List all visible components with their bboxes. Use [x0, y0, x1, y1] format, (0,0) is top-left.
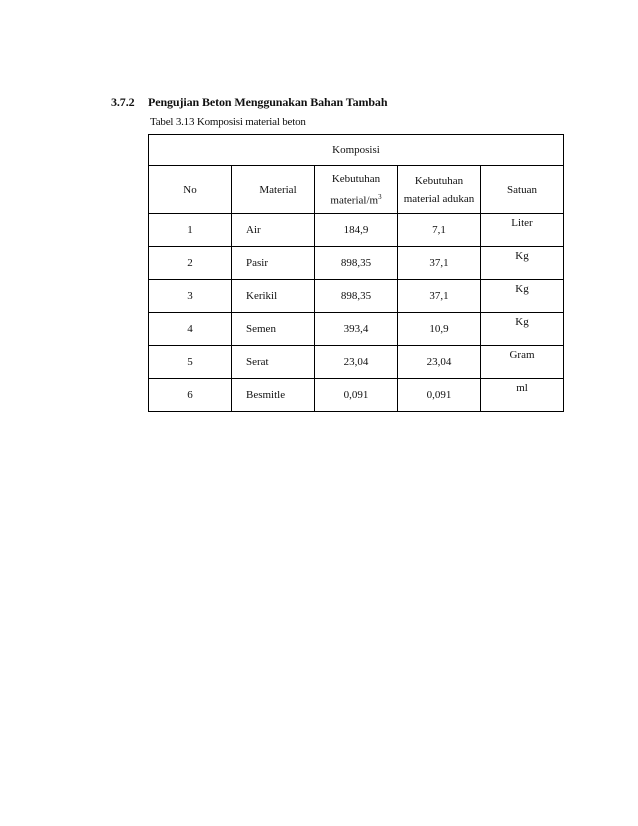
cell-no: 5: [149, 346, 232, 379]
cell-adukan: 37,1: [398, 247, 481, 280]
cell-no: 4: [149, 313, 232, 346]
composition-table: [148, 134, 564, 412]
cell-adukan: 0,091: [398, 379, 481, 412]
cell-no: 2: [149, 247, 232, 280]
cell-material: Pasir: [232, 247, 315, 280]
cell-adukan: 37,1: [398, 280, 481, 313]
cell-material: Kerikil: [232, 280, 315, 313]
cell-material: Semen: [232, 313, 315, 346]
column-header-no: No: [149, 166, 232, 214]
cell-per-m3: 184,9: [315, 214, 398, 247]
table-row: [149, 346, 564, 379]
cell-per-m3: 898,35: [315, 280, 398, 313]
cubic-superscript: 3: [378, 192, 382, 201]
table-row: [149, 379, 564, 412]
cell-adukan: 10,9: [398, 313, 481, 346]
table-row: [149, 247, 564, 280]
table-caption: Tabel 3.13 Komposisi material beton: [150, 116, 306, 128]
cell-satuan: Kg: [481, 313, 564, 346]
cell-material: Air: [232, 214, 315, 247]
cell-per-m3: 898,35: [315, 247, 398, 280]
table-row: [149, 214, 564, 247]
cell-material: Serat: [232, 346, 315, 379]
column-header-material: Material: [232, 166, 315, 214]
cell-no: 1: [149, 214, 232, 247]
column-header-kebutuhan-per-m3-line1: Kebutuhan: [331, 172, 381, 185]
column-header-kebutuhan-per-m3: [315, 166, 398, 214]
column-header-kebutuhan-adukan-line1: Kebutuhan: [414, 174, 464, 187]
cell-satuan: Gram: [481, 346, 564, 379]
cell-no: 3: [149, 280, 232, 313]
cell-satuan: Liter: [481, 214, 564, 247]
cell-material: Besmitle: [232, 379, 315, 412]
table-row: [149, 313, 564, 346]
cell-satuan: ml: [481, 379, 564, 412]
cell-per-m3: 393,4: [315, 313, 398, 346]
section-number: 3.7.2: [111, 95, 135, 109]
section-title: Pengujian Beton Menggunakan Bahan Tambah: [148, 95, 388, 109]
table-row: [149, 280, 564, 313]
section-heading: [111, 95, 387, 110]
cell-adukan: 23,04: [398, 346, 481, 379]
cell-per-m3: 23,04: [315, 346, 398, 379]
column-header-kebutuhan-adukan: [398, 166, 481, 214]
cell-no: 6: [149, 379, 232, 412]
table-group-header: Komposisi: [149, 135, 564, 166]
column-header-kebutuhan-adukan-line2: material adukan: [403, 192, 475, 205]
column-header-kebutuhan-per-m3-line2: material/m: [330, 194, 379, 207]
table-header-row: [149, 166, 564, 214]
cell-satuan: Kg: [481, 247, 564, 280]
cell-adukan: 7,1: [398, 214, 481, 247]
cell-satuan: Kg: [481, 280, 564, 313]
column-header-satuan: Satuan: [481, 166, 564, 214]
cell-per-m3: 0,091: [315, 379, 398, 412]
